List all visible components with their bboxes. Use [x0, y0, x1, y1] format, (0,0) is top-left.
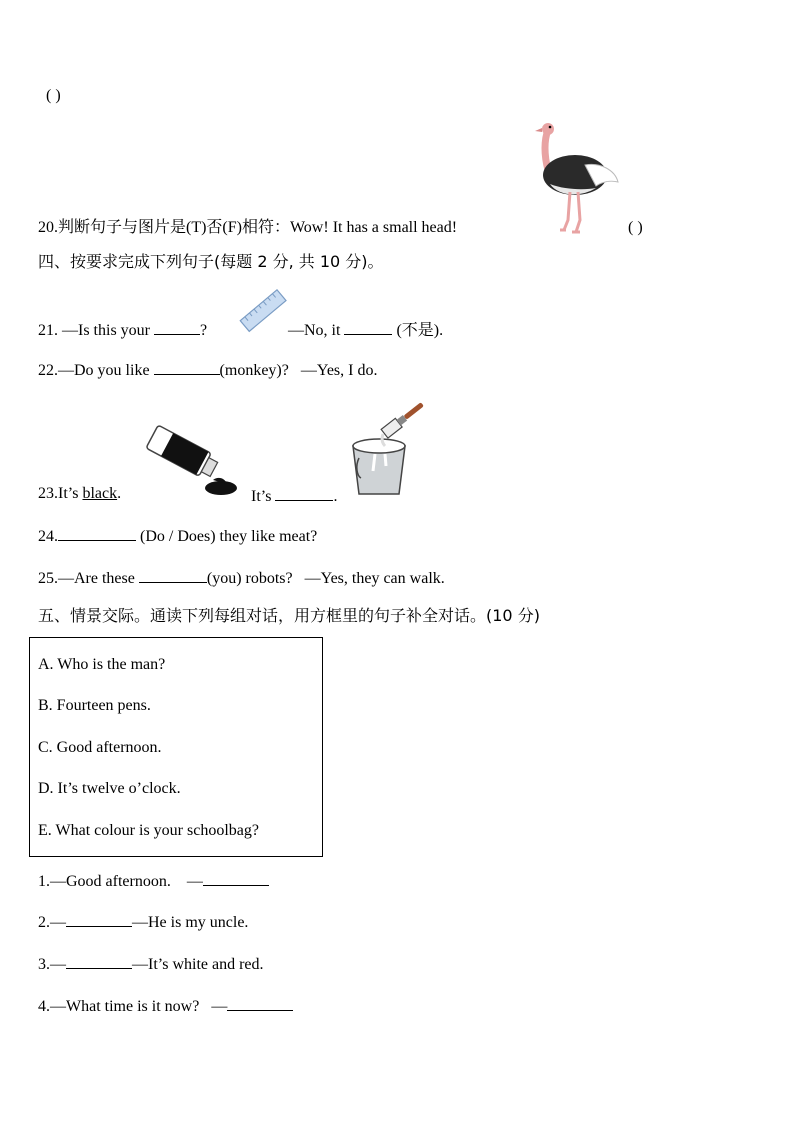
blank-24[interactable]	[58, 524, 136, 541]
blank-21b[interactable]	[344, 318, 392, 335]
question-25: 25.—Are these (you) robots? —Yes, they can walk.	[38, 566, 445, 589]
section-4-heading: 四、按要求完成下列句子(每题 2 分, 共 10 分)。	[38, 252, 384, 271]
question-21-response: —No, it (不是).	[288, 318, 443, 341]
dialog-2: 2.— —He is my uncle.	[38, 910, 248, 933]
dialog-3: 3.— —It’s white and red.	[38, 952, 264, 975]
blank-25[interactable]	[139, 566, 207, 583]
blank-22[interactable]	[154, 358, 220, 375]
blank-21a[interactable]	[154, 318, 200, 335]
option-e: E. What colour is your schoolbag?	[38, 822, 259, 839]
blank-dialog-2[interactable]	[66, 910, 132, 927]
blank-dialog-4[interactable]	[227, 994, 293, 1011]
option-d: D. It’s twelve o’clock.	[38, 780, 181, 797]
blank-23[interactable]	[275, 484, 333, 501]
question-20-text: 20.判断句子与图片是(T)否(F)相符：Wow! It has a small head!	[38, 219, 458, 236]
option-c: C. Good afternoon.	[38, 739, 162, 756]
option-a: A. Who is the man?	[38, 656, 166, 673]
options-box	[29, 637, 323, 857]
answer-parentheses-q19: ( )	[46, 87, 61, 104]
ruler-icon	[238, 290, 288, 334]
paint-tube-icon	[143, 428, 243, 498]
section-5-heading: 五、情景交际。通读下列每组对话，用方框里的句子补全对话。(10 分)	[38, 606, 540, 625]
paint-bucket-icon	[345, 396, 430, 500]
ostrich-icon	[530, 120, 625, 235]
question-21: 21. —Is this your ?	[38, 318, 207, 341]
option-b: B. Fourteen pens.	[38, 697, 151, 714]
dialog-1: 1.—Good afternoon. —	[38, 869, 269, 892]
question-23: 23.It’s black.	[38, 485, 122, 502]
question-22: 22.—Do you like (monkey)? —Yes, I do.	[38, 358, 377, 381]
dialog-4: 4.—What time is it now? —	[38, 994, 293, 1017]
blank-dialog-1[interactable]	[203, 869, 269, 886]
answer-parentheses-q20: ( )	[628, 219, 643, 236]
blank-dialog-3[interactable]	[66, 952, 132, 969]
question-24: 24. (Do / Does) they like meat?	[38, 524, 317, 547]
question-23-answer: It’s .	[251, 484, 337, 507]
